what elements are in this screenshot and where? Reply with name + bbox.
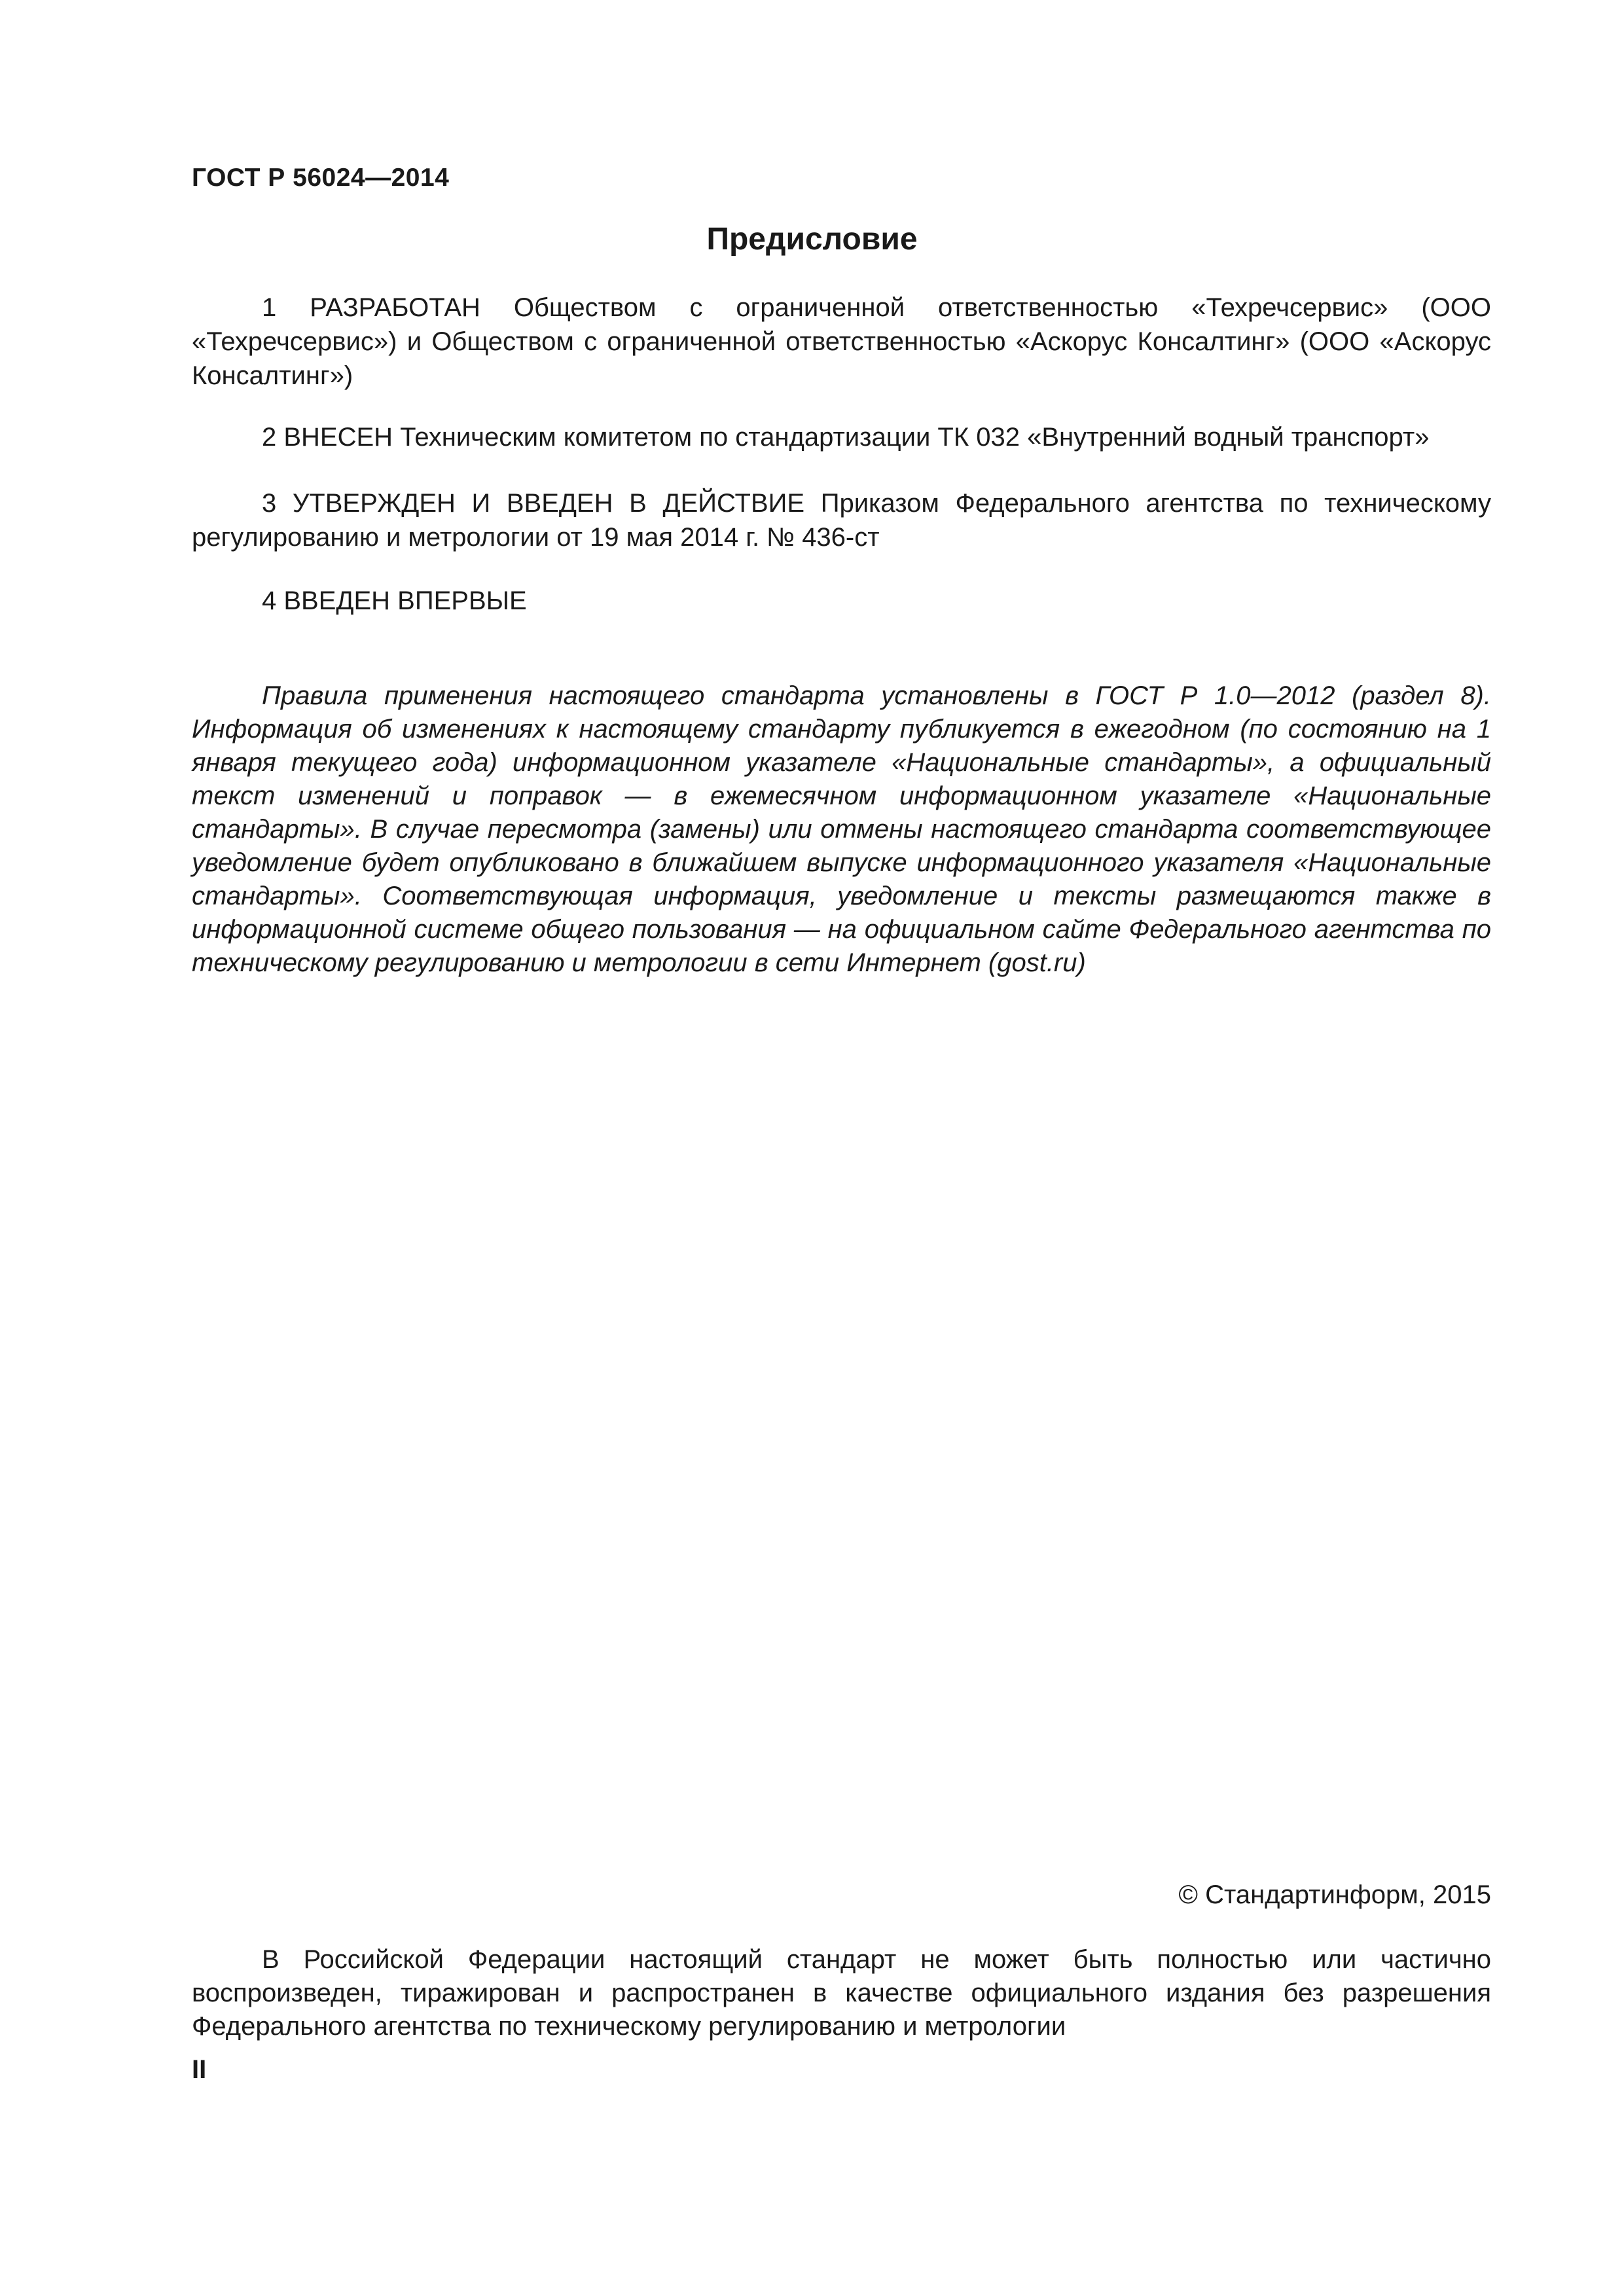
foreword-item-submitted: 2 ВНЕСЕН Техническим комитетом по стандартизации ТК 032 «Внутренний водный транспорт» [262, 423, 1430, 452]
document-code: ГОСТ Р 56024—2014 [192, 164, 450, 192]
foreword-item-approved: 3 УТВЕРЖДЕН И ВВЕДЕН В ДЕЙСТВИЕ Приказом Федерального агентства по техническому регулированию и метрологии от 19 мая 2014 г. № 436-ст [192, 489, 1491, 552]
application-rules-note: Правила применения настоящего стандарта установлены в ГОСТ Р 1.0—2012 (раздел 8). Информация об изменениях к настоящему стандарту публикуется в ежегодном (по состоянию на 1 января текущего года) информационном указателе «Национальные стандарты», а официальный текст изменений и поправок — в ежемесячном информационном указателе «Национальные стандарты». В случае пересмотра (замены) или отмены настоящего стандарта соответствующее уведомление будет опубликовано в ближайшем выпуске информационного указателя «Национальные стандарты». Соответствующая информация, уведомление и тексты размещаются также в информационной системе общего пользования — на официальном сайте Федерального агентства по техническому регулированию и метрологии в сети Интернет (gost.ru) [192, 681, 1491, 977]
foreword-item-developed: 1 РАЗРАБОТАН Обществом с ограниченной ответственностью «Техречсервис» (ООО «Техречсервис») и Обществом с ограниченной ответственностью «Аскорус Консалтинг» (ООО «Аскорус Консалтинг») [192, 293, 1491, 390]
legal-notice: В Российской Федерации настоящий стандарт не может быть полностью или частично воспроизведен, тиражирован и распространен в качестве официального издания без разрешения Федерального агентства по техническому регулированию и метрологии [192, 1945, 1491, 2041]
page-number: II [192, 2055, 207, 2084]
copyright-notice: © Стандартинформ, 2015 [1178, 1880, 1491, 1909]
foreword-item-introduced: 4 ВВЕДЕН ВПЕРВЫЕ [262, 586, 527, 615]
page-title: Предисловие [706, 222, 918, 257]
